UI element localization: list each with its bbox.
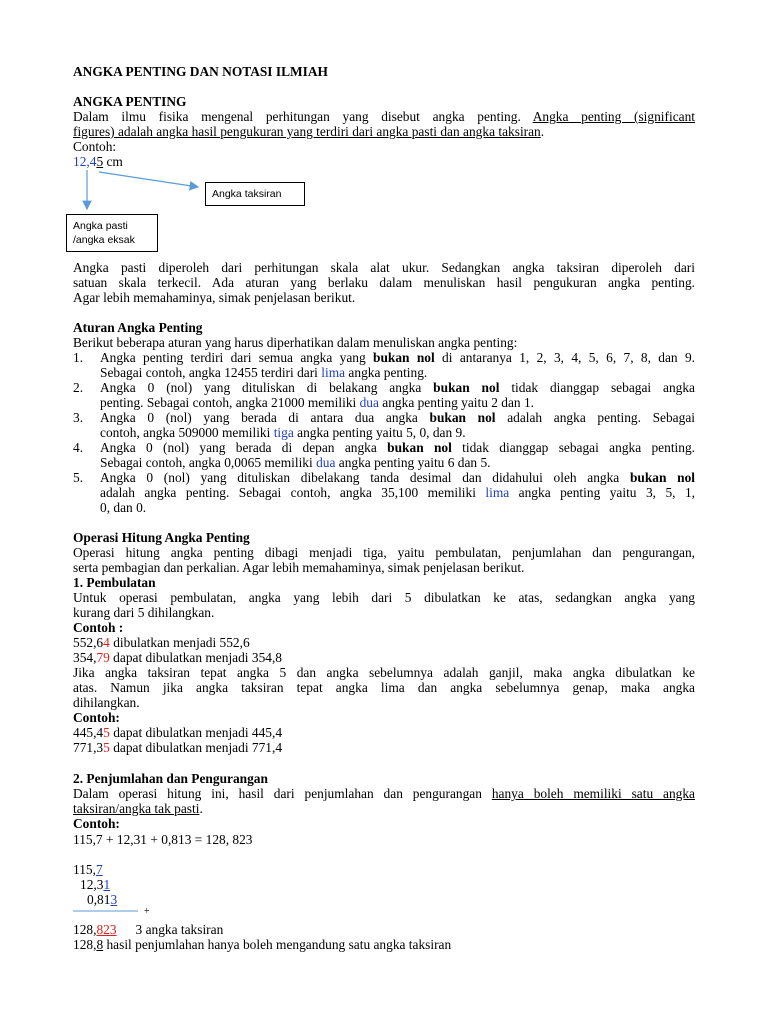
underlined-text: taksiran/angka tak pasti	[73, 801, 200, 816]
paragraph-line	[73, 786, 695, 801]
example-line	[73, 650, 282, 665]
text: Angka 0 (nol) yang berada di depan angka	[100, 440, 388, 455]
example-measurement	[73, 154, 123, 169]
text: 354,	[73, 650, 97, 665]
paragraph-line: Berikut beberapa aturan yang harus diperhatikan dalam menuliskan angka penting:	[73, 335, 518, 350]
paragraph-line: Angka pasti diperoleh dari perhitungan skala alat ukur. Sedangkan angka taksiran diperoleh dari	[73, 260, 695, 275]
list-number: 3.	[73, 410, 84, 425]
paragraph-line: kurang dari 5 dihilangkan.	[73, 605, 215, 620]
text: Angka 0 (nol) yang berada di antara dua angka	[100, 410, 430, 425]
paragraph-line: atas. Namun jika angka taksiran tepat angka lima dan angka sebelumnya genap, maka angka	[73, 680, 695, 695]
estimated-digit: 7	[95, 862, 103, 877]
text: 128,	[73, 937, 97, 952]
list-number: 5.	[73, 470, 84, 485]
contoh-label: Contoh:	[73, 139, 117, 154]
text: Angka 0 (nol) yang dituliskan dibelakang tanda desimal dan didahului oleh angka	[100, 470, 630, 485]
text: Sebagai contoh, angka 12455 terdiri dari	[100, 365, 322, 380]
paragraph-line	[73, 109, 695, 124]
text: di antaranya 1, 2, 3, 4, 5, 6, 7, 8, dan 9.	[434, 350, 696, 365]
contoh-label: Contoh :	[73, 620, 124, 635]
text: adalah angka penting. Sebagai	[495, 410, 695, 425]
text: dapat dibulatkan menjadi 354,8	[109, 650, 283, 665]
underlined-text: figures) adalah angka hasil pengukuran yang terdiri dari angka pasti dan angka taksiran	[73, 124, 541, 139]
text: tidak dianggap sebagai angka penting.	[451, 440, 695, 455]
addend-line	[87, 892, 117, 907]
example-line	[73, 740, 282, 755]
paragraph-line: serta pembagian dan perkalian. Agar lebih memahaminya, simak penjelasan berikut.	[73, 560, 525, 575]
highlight-text: lima	[321, 365, 346, 380]
text: 3 angka taksiran	[135, 922, 224, 937]
paragraph-line	[73, 801, 203, 816]
highlight-digit: 4	[103, 635, 110, 650]
text: .	[540, 124, 545, 139]
unit: cm	[103, 154, 123, 169]
paragraph-line: Jika angka taksiran tepat angka 5 dan angka sebelumnya adalah ganjil, maka angka dibulatkan ke	[73, 665, 695, 680]
document-title: ANGKA PENTING DAN NOTASI ILMIAH	[73, 64, 328, 79]
list-item-line	[100, 365, 695, 380]
paragraph-line: dihilangkan.	[73, 695, 140, 710]
estimated-digit: 8	[96, 937, 104, 952]
list-number: 4.	[73, 440, 84, 455]
paragraph-line: Operasi hitung angka penting dibagi menjadi tiga, yaitu pembulatan, penjumlahan dan pengurangan,	[73, 545, 695, 560]
list-number: 2.	[73, 380, 84, 395]
text: 771,3	[73, 740, 104, 755]
paragraph-line: Untuk operasi pembulatan, angka yang lebih dari 5 dibulatkan ke atas, sedangkan angka yang	[73, 590, 695, 605]
text: 128,	[73, 922, 97, 937]
text: adalah angka penting. Sebagai contoh, angka 35,100 memiliki	[100, 485, 486, 500]
bold-text: bukan nol	[629, 470, 695, 485]
certain-digits: 12,4	[73, 154, 97, 169]
text: angka penting yaitu 6 dan 5.	[335, 455, 491, 470]
underlined-text: hanya boleh memiliki satu angka	[491, 786, 695, 801]
paragraph-line	[73, 124, 544, 139]
sum-result-line	[73, 922, 223, 937]
text: Dalam ilmu fisika mengenal perhitungan yang disebut angka penting.	[73, 109, 533, 124]
text: Angka 0 (nol) yang dituliskan di belakang angka	[100, 380, 434, 395]
text: Dalam operasi hitung ini, hasil dari penjumlahan dan pengurangan	[73, 786, 492, 801]
text: 445,4	[73, 725, 104, 740]
list-item-line	[100, 485, 695, 500]
text: angka penting.	[345, 365, 428, 380]
estimated-digit: 3	[110, 892, 118, 907]
example-line	[73, 635, 250, 650]
list-number: 1.	[73, 350, 84, 365]
text: 115,	[73, 862, 96, 877]
text: Angka penting terdiri dari semua angka yang	[100, 350, 374, 365]
label-box-angka-taksiran: Angka taksiran	[205, 182, 305, 206]
equation: 115,7 + 12,31 + 0,813 = 128, 823	[73, 832, 253, 847]
box-line: /angka eksak	[73, 234, 135, 246]
bold-text: bukan nol	[387, 440, 452, 455]
text: 0,81	[87, 892, 111, 907]
text: penting. Sebagai contoh, angka 21000 memiliki	[100, 395, 360, 410]
highlight-digit: 79	[96, 650, 110, 665]
bold-text: bukan nol	[433, 380, 500, 395]
text: Sebagai contoh, angka 0,0065 memiliki	[100, 455, 317, 470]
bold-text: bukan nol	[373, 350, 435, 365]
highlight-digit: 5	[103, 740, 110, 755]
underlined-text: Angka penting (significant	[532, 109, 695, 124]
text: 552,6	[73, 635, 104, 650]
section-heading-operasi: Operasi Hitung Angka Penting	[73, 530, 250, 545]
text: .	[199, 801, 203, 816]
section-heading-aturan: Aturan Angka Penting	[73, 320, 203, 335]
text: dibulatkan menjadi 552,6	[109, 635, 250, 650]
list-item-line	[100, 455, 695, 470]
box-line: Angka pasti	[73, 220, 128, 232]
subheading-penjumlahan: 2. Penjumlahan dan Pengurangan	[73, 771, 268, 786]
addend-line	[80, 877, 110, 892]
list-item-line: 0, dan 0.	[100, 500, 147, 515]
plus-sign: +	[144, 906, 150, 917]
list-item-line	[100, 395, 695, 410]
paragraph-line: satuan skala terkecil. Ada aturan yang berlaku dalam menuliskan hasil pengukuran angka penting.	[73, 275, 695, 290]
list-item-line	[100, 380, 695, 395]
text: tidak dianggap sebagai angka	[499, 380, 695, 395]
list-item-line	[100, 470, 695, 485]
text: angka penting yaitu 5, 0, dan 9.	[293, 425, 466, 440]
highlight-text: dua	[359, 395, 379, 410]
section-heading-angka-penting: ANGKA PENTING	[73, 94, 187, 109]
subheading-pembulatan: 1. Pembulatan	[73, 575, 156, 590]
addend-line	[73, 862, 103, 877]
highlight-text: tiga	[273, 425, 294, 440]
highlight-text: dua	[316, 455, 336, 470]
text: contoh, angka 509000 memiliki	[100, 425, 274, 440]
estimated-digits: 823	[96, 922, 117, 937]
text: angka penting yaitu 3, 5, 1,	[509, 485, 695, 500]
list-item-line	[100, 350, 695, 365]
estimated-digit: 1	[103, 877, 111, 892]
paragraph-line: Agar lebih memahaminya, simak penjelasan berikut.	[73, 290, 356, 305]
text: dapat dibulatkan menjadi 445,4	[109, 725, 283, 740]
contoh-label: Contoh:	[73, 710, 120, 725]
example-line	[73, 725, 282, 740]
text: angka penting yaitu 2 dan 1.	[378, 395, 535, 410]
final-result-line	[73, 937, 451, 952]
text: 12,3	[80, 877, 104, 892]
list-item-line	[100, 410, 695, 425]
highlight-digit: 5	[103, 725, 110, 740]
list-item-line	[100, 440, 695, 455]
text: dapat dibulatkan menjadi 771,4	[109, 740, 283, 755]
contoh-label: Contoh:	[73, 816, 120, 831]
bold-text: bukan nol	[429, 410, 496, 425]
estimated-digit: 5	[96, 154, 104, 169]
text: hasil penjumlahan hanya boleh mengandung satu angka taksiran	[103, 937, 452, 952]
label-box-angka-pasti	[66, 214, 158, 252]
highlight-text: lima	[485, 485, 510, 500]
list-item-line	[100, 425, 695, 440]
